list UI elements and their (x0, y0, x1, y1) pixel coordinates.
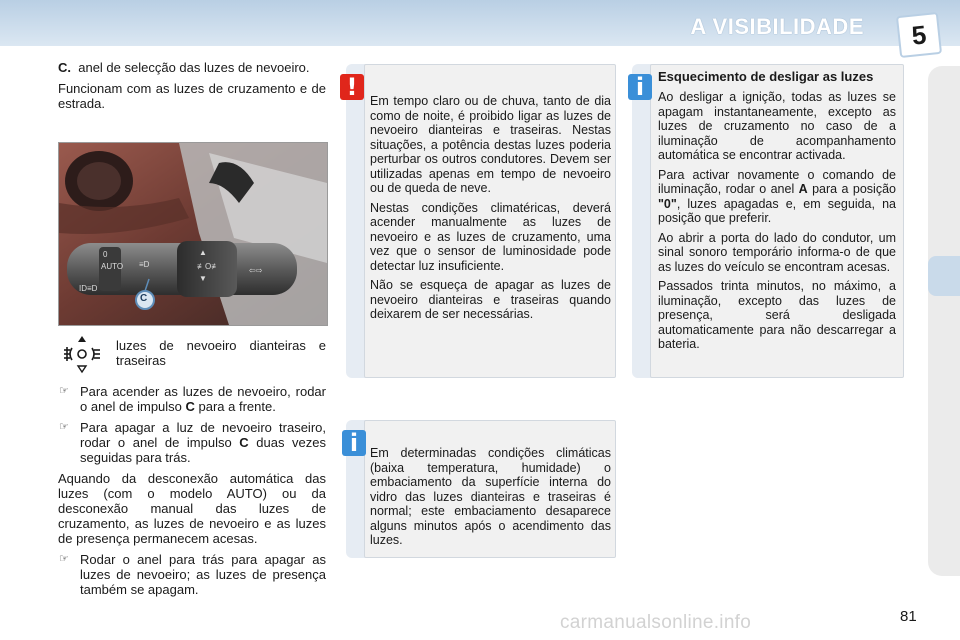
info-top-title: Esquecimento de desligar as luzes (658, 69, 874, 84)
warning-p2: Nestas condições climatéricas, deverá acender manualmente as luzes de nevoeiro e as luzes de cruzamento, uma vez que o sensor de luminosidade pode detectar luz insuficiente. (370, 200, 611, 273)
svg-text:≢O≢: ≢O≢ (197, 262, 220, 271)
auto-off-paragraph: Aquando da desconexão automática das luzes (com o modelo AUTO) ou da desconexão manual das luzes de cruzamento, as luzes de nevoeiro e as luzes de presença permanecem acesas. (58, 471, 326, 546)
warning-p3: Não se esqueça de apagar as luzes de nevoeiro dianteiras e traseiras quando deixarem de ser necessárias. (370, 278, 611, 321)
bullet2-text-b: C (239, 435, 249, 450)
info-top-p3: Ao abrir a porta do lado do condutor, um sinal sonoro temporário informa-o de que as luzes do veículo se encontram acesas. (658, 230, 896, 274)
c-label: C. (58, 60, 71, 75)
info-top-p2-e: , luzes apagadas e, em seguida, na posição que preferir. (658, 196, 896, 225)
svg-text:▲: ▲ (199, 248, 207, 257)
bullet-turn-off-rear (58, 420, 326, 465)
svg-text:ID≡D: ID≡D (79, 284, 98, 293)
info-top-p2-c: para a posição (807, 182, 896, 196)
svg-text:⇦⇨: ⇦⇨ (249, 266, 263, 275)
left-column-top (58, 60, 326, 117)
photo-callout-c: C (140, 293, 148, 304)
bullet1-text-b: C (185, 399, 195, 414)
bullet-hand-icon: ☞ (59, 421, 69, 433)
bullet1-text-a: Para acender as luzes de nevoeiro, rodar o anel de impulso (80, 384, 326, 414)
c-text: anel de selecção das luzes de nevoeiro. (78, 60, 310, 75)
fog-light-text: luzes de nevoeiro dianteiras e traseiras (116, 338, 326, 368)
stalk-illustration (59, 143, 327, 325)
info-bottom-text: Em determinadas condições climáticas (baixa temperatura, humidade) o embaciamento da superfície interna do vidro das luzes dianteiras e traseiras é normal; este embaciamento desaparece alguns minutos após o acendimento das luzes. (370, 446, 611, 547)
info-top-p2-a: Para activar novamente o comando de iluminação, rodar o anel (658, 167, 896, 196)
info-top-p2 (658, 168, 896, 226)
chapter-side-rail (928, 66, 960, 576)
fog-light-legend (58, 334, 326, 374)
page-title: A VISIBILIDADE (690, 14, 864, 39)
fog-light-icon (62, 334, 102, 374)
info-top-p2-d: "0" (658, 196, 677, 211)
svg-text:0: 0 (103, 250, 108, 259)
bullet-turn-on (58, 384, 326, 414)
stalk-photo (58, 142, 328, 326)
info-box-condensation (346, 420, 616, 558)
active-chapter-marker (928, 256, 960, 296)
warning-icon: ! (340, 74, 364, 100)
info-icon: i (628, 74, 652, 100)
info-icon: i (342, 430, 366, 456)
warning-p1: Em tempo claro ou de chuva, tanto de dia como de noite, é proibido ligar as luzes de nevoeiro dianteiras e traseiras. Nestas situações, a potência destas luzes poderia perturbar os outros condutores. Devem ser utilizadas apenas em tempo de nevoeiro ou de queda de neve. (370, 94, 611, 195)
bullet2-text-a: Para apagar a luz de nevoeiro traseiro, rodar o anel de impulso (80, 420, 326, 450)
warning-box (346, 64, 616, 378)
intro-text: Funcionam com as luzes de cruzamento e de estrada. (58, 81, 326, 111)
svg-text:AUTO: AUTO (101, 262, 124, 271)
bullet3-text: Rodar o anel para trás para apagar as luzes de nevoeiro; as luzes de presença também se apagam. (80, 552, 326, 597)
chapter-number: 5 (896, 12, 942, 58)
bullet1-text-c: para a frente. (194, 399, 276, 414)
bullet-turn-off-all (58, 552, 326, 597)
watermark: carmanualsonline.info (560, 612, 752, 633)
c-ring-description (58, 60, 326, 75)
bullet2-text-c: duas vezes seguidas para trás. (80, 435, 326, 465)
info-box-lights-off (632, 64, 904, 378)
left-column-bottom (58, 384, 326, 603)
info-top-p2-b: A (798, 182, 808, 196)
info-top-text (658, 69, 896, 357)
info-top-p4: Passados trinta minutos, no máximo, a iluminação, excepto das luzes de presença, será desligada automaticamente para não descarregar a bateria. (658, 279, 896, 351)
page-number: 81 (900, 608, 917, 625)
info-top-p1: Ao desligar a ignição, todas as luzes se apagam instantaneamente, excepto as luzes de cruzamento no caso de a iluminação de acompanhamento automática se encontrar activada. (658, 90, 896, 162)
bullet-hand-icon: ☞ (59, 385, 69, 397)
bullet-hand-icon: ☞ (59, 553, 69, 565)
warning-text (370, 94, 611, 327)
svg-text:≡D: ≡D (139, 260, 150, 269)
svg-text:▼: ▼ (199, 274, 207, 283)
